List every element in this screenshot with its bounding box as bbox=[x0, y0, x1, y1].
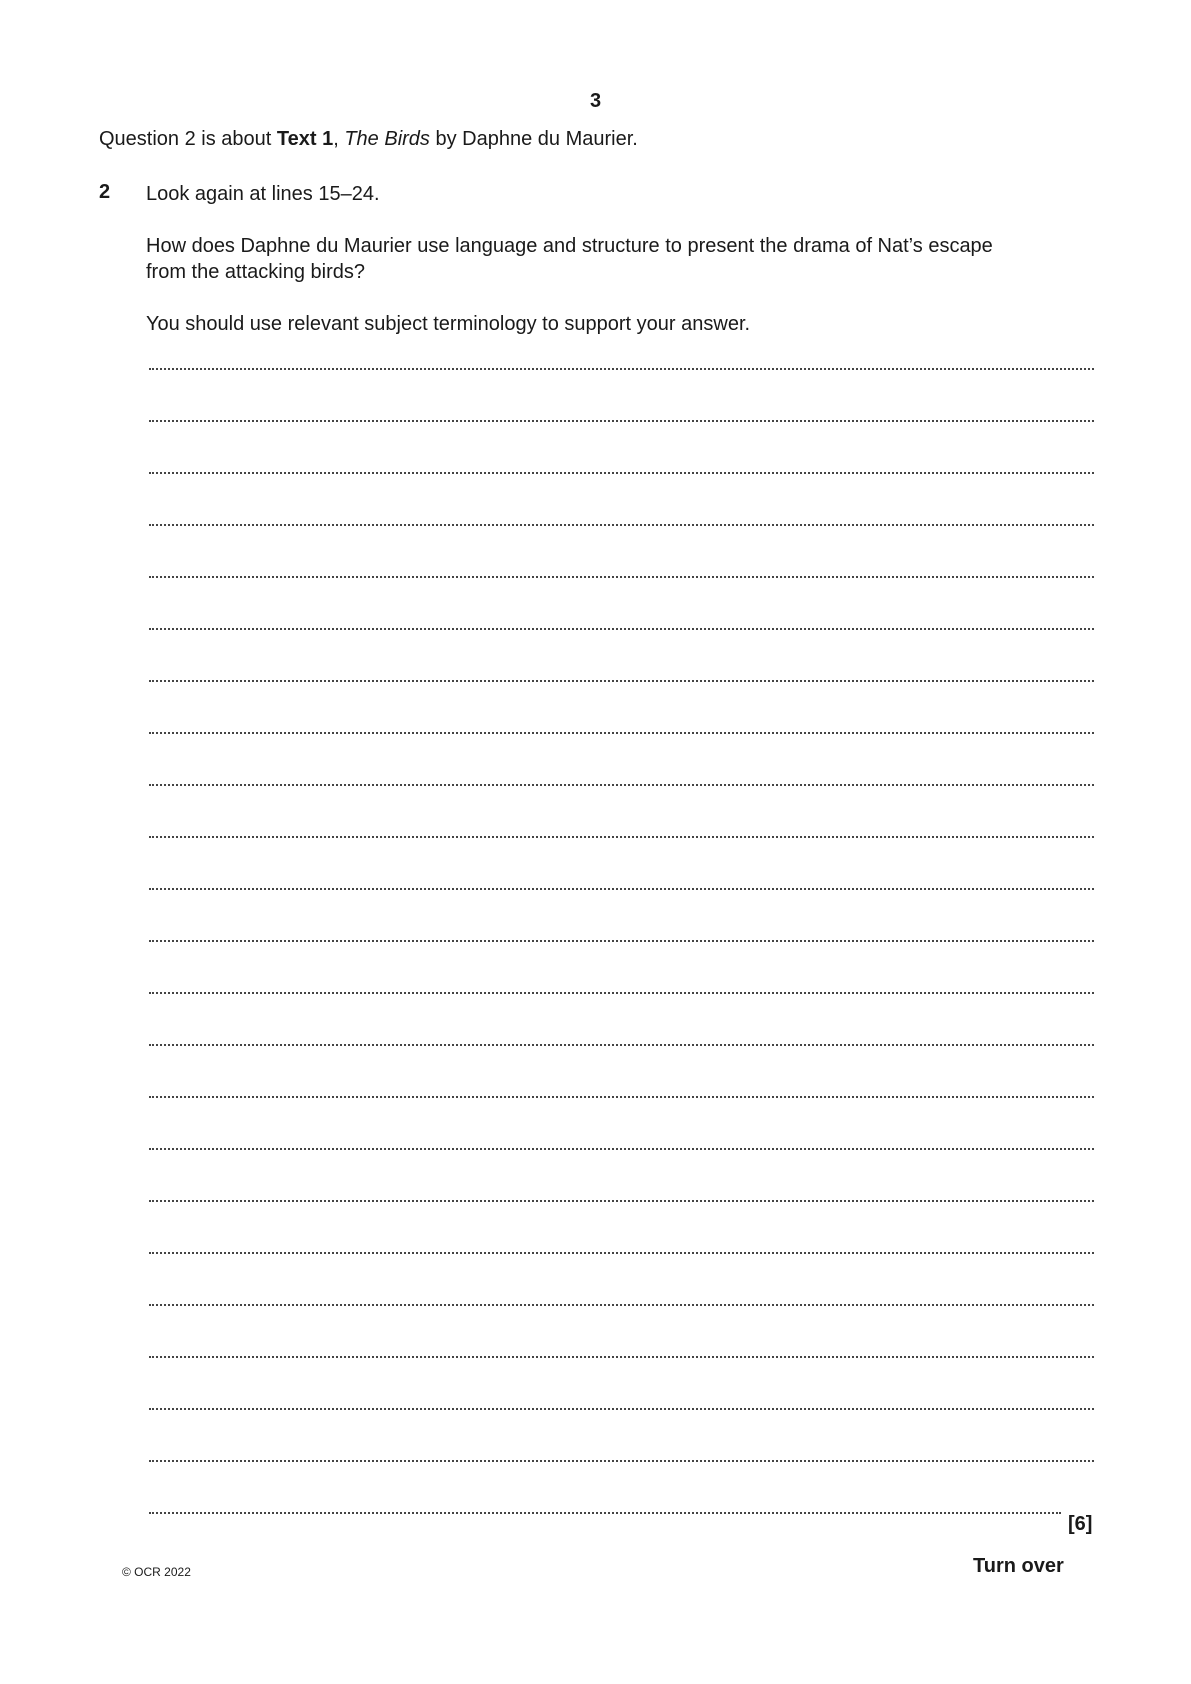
question-guidance: You should use relevant subject terminology to support your answer. bbox=[146, 313, 751, 335]
question-instruction: Look again at lines 15–24. bbox=[146, 183, 380, 205]
answer-line[interactable] bbox=[149, 828, 1094, 838]
answer-line[interactable] bbox=[149, 360, 1094, 370]
answer-line[interactable] bbox=[149, 412, 1094, 422]
question-prompt-line-1: How does Daphne du Maurier use language and structure to present the drama of Nat’s escape bbox=[146, 235, 993, 257]
answer-line[interactable] bbox=[149, 1452, 1094, 1462]
answer-line[interactable] bbox=[149, 1400, 1094, 1410]
answer-line[interactable] bbox=[149, 1036, 1094, 1046]
answer-line[interactable] bbox=[149, 568, 1094, 578]
answer-line[interactable] bbox=[149, 620, 1094, 630]
intro-suffix: by Daphne du Maurier. bbox=[429, 128, 638, 150]
answer-line[interactable] bbox=[149, 1348, 1094, 1358]
answer-line[interactable] bbox=[149, 880, 1094, 890]
answer-line[interactable] bbox=[149, 1244, 1094, 1254]
intro-text-ref: Text 1 bbox=[276, 128, 334, 150]
marks-label: [6] bbox=[1068, 1513, 1093, 1535]
answer-line[interactable] bbox=[149, 1504, 1061, 1514]
answer-line[interactable] bbox=[149, 1140, 1094, 1150]
answer-line[interactable] bbox=[149, 464, 1094, 474]
copyright: © OCR 2022 bbox=[122, 1565, 191, 1579]
question-prompt-line-2: from the attacking birds? bbox=[146, 261, 365, 283]
intro-title: The Birds bbox=[344, 128, 430, 150]
answer-line[interactable] bbox=[149, 932, 1094, 942]
intro-prefix: Question 2 is about bbox=[99, 128, 277, 150]
question-number: 2 bbox=[99, 181, 111, 203]
answer-line[interactable] bbox=[149, 1296, 1094, 1306]
answer-line[interactable] bbox=[149, 984, 1094, 994]
question-intro bbox=[99, 128, 638, 151]
question-prompt bbox=[146, 233, 993, 285]
answer-line[interactable] bbox=[149, 724, 1094, 734]
answer-line[interactable] bbox=[149, 1088, 1094, 1098]
turn-over: Turn over bbox=[973, 1555, 1064, 1577]
answer-line[interactable] bbox=[149, 516, 1094, 526]
page-number: 3 bbox=[589, 90, 602, 112]
answer-line[interactable] bbox=[149, 672, 1094, 682]
answer-line[interactable] bbox=[149, 776, 1094, 786]
intro-comma: , bbox=[333, 128, 345, 150]
answer-line[interactable] bbox=[149, 1192, 1094, 1202]
